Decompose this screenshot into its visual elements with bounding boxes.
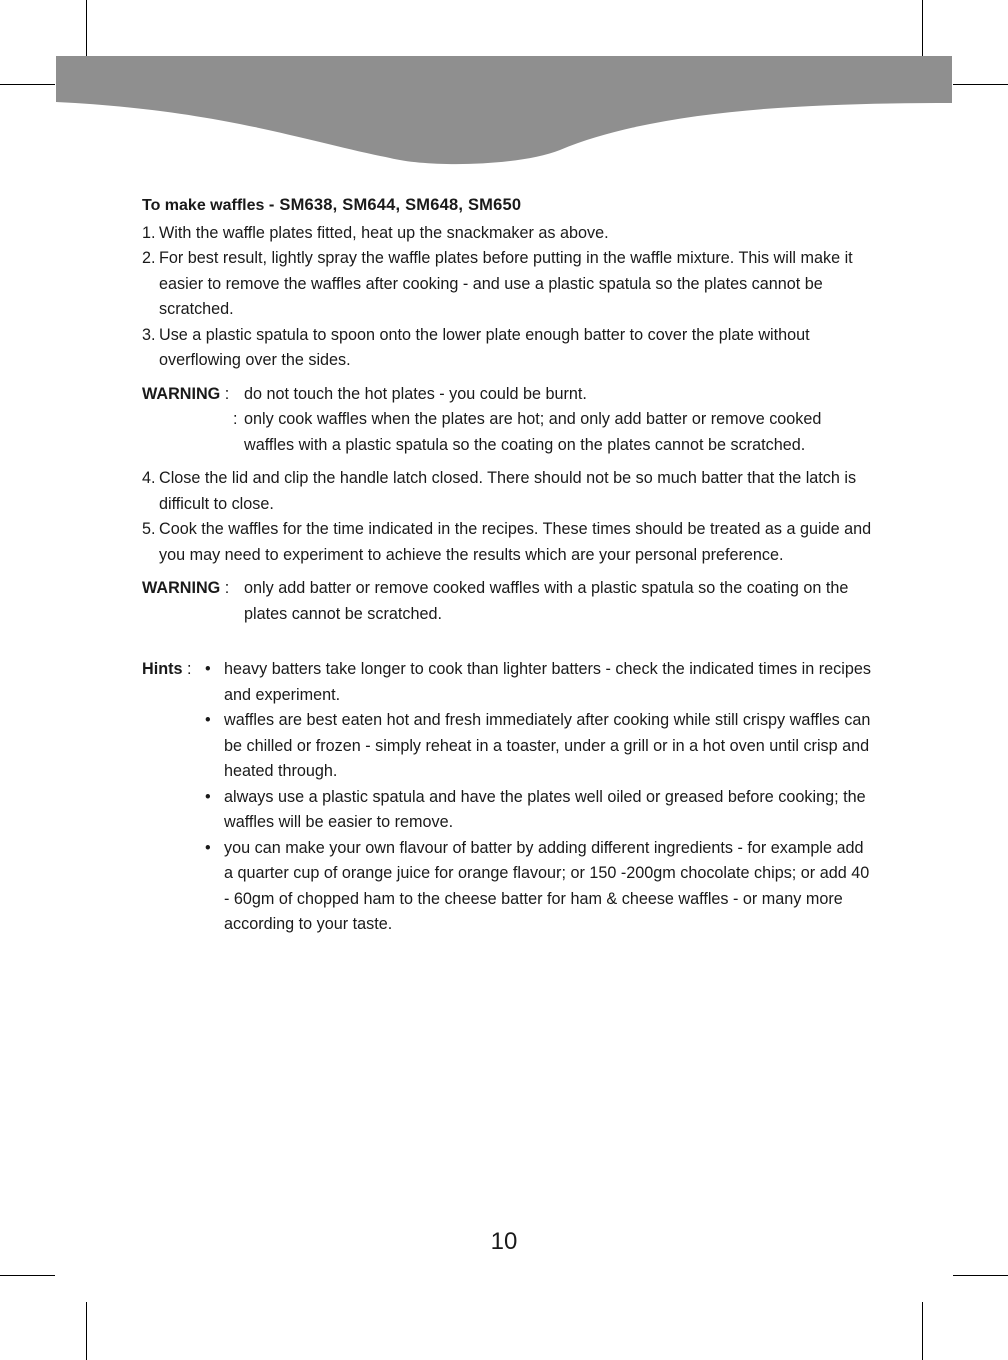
step-item bbox=[142, 466, 872, 517]
instructions bbox=[142, 193, 872, 938]
bullet: • bbox=[205, 787, 211, 806]
step-item bbox=[142, 323, 872, 374]
steps-list-a bbox=[142, 221, 872, 374]
warning-word: WARNING bbox=[142, 384, 221, 403]
hint-text: heavy batters take longer to cook than lighter batters - check the indicated times in recipes and experiment. bbox=[224, 660, 871, 704]
crop-mark bbox=[953, 1275, 1008, 1276]
hint-item bbox=[205, 708, 872, 785]
step-text: Use a plastic spatula to spoon onto the lower plate enough batter to cover the plate without overflowing over the sides. bbox=[159, 325, 810, 369]
crop-mark bbox=[922, 1302, 923, 1360]
step-item bbox=[142, 246, 872, 323]
header-band bbox=[0, 0, 1008, 180]
warning-lines bbox=[233, 382, 872, 459]
warning-block bbox=[142, 576, 872, 627]
warning-line: do not touch the hot plates - you could be burnt. bbox=[244, 384, 587, 403]
crop-mark bbox=[0, 1275, 55, 1276]
hints-colon: : bbox=[186, 660, 192, 678]
step-number: 3. bbox=[142, 325, 156, 344]
step-number: 4. bbox=[142, 469, 156, 487]
step-text: With the waffle plates fitted, heat up the snackmaker as above. bbox=[159, 223, 609, 242]
bullet: • bbox=[205, 711, 211, 729]
warning-word: WARNING bbox=[142, 579, 221, 597]
hints-word: Hints bbox=[142, 660, 183, 678]
warning-label bbox=[142, 382, 244, 459]
title-models: - SM638, SM644, SM648, SM650 bbox=[268, 196, 522, 214]
step-number: 5. bbox=[142, 520, 156, 538]
title-lead: To make waffles bbox=[142, 197, 265, 214]
hints-label bbox=[142, 657, 205, 938]
step-text: Close the lid and clip the handle latch closed. There should not be so much batter that the latch is difficult to close. bbox=[159, 469, 857, 513]
hint-item bbox=[205, 836, 872, 938]
hint-text: waffles are best eaten hot and fresh immediately after cooking while still crispy waffles can be chilled or frozen - simply reheat in a toaster, under a grill or in a hot oven until crisp and heated through. bbox=[224, 711, 871, 780]
hint-text: you can make your own flavour of batter by adding different ingredients - for example add a quarter cup of orange juice for orange flavour; or 150 -200gm chocolate chips; or add 40 - 60gm of chopped ham to the cheese batter for ham & cheese waffles - or many more according to your taste. bbox=[224, 838, 870, 933]
warning-colon: : bbox=[224, 384, 230, 403]
step-number: 1. bbox=[142, 223, 156, 242]
bullet: • bbox=[205, 660, 211, 678]
steps-list-b bbox=[142, 466, 872, 568]
step-text: Cook the waffles for the time indicated in the recipes. These times should be treated as a guide and you may need to experiment to achieve the results which are your personal preference. bbox=[159, 520, 872, 564]
section-title bbox=[142, 193, 872, 219]
crop-mark bbox=[86, 1302, 87, 1360]
hint-text: always use a plastic spatula and have the plates well oiled or greased before cooking; the waffles will be easier to remove. bbox=[224, 787, 866, 831]
hints-list bbox=[205, 657, 872, 938]
step-number: 2. bbox=[142, 249, 156, 267]
step-text: For best result, lightly spray the waffle plates before putting in the waffle mixture. This will make it easier to remove the waffles after cooking - and use a plastic spatula so the plates cannot be scratched. bbox=[159, 249, 853, 318]
page-number: 10 bbox=[490, 1228, 518, 1255]
bullet: • bbox=[205, 838, 211, 857]
hint-item bbox=[205, 657, 872, 708]
warning-label bbox=[142, 576, 244, 627]
hints-block bbox=[142, 657, 872, 938]
warning-text: only add batter or remove cooked waffles with a plastic spatula so the coating on the plates cannot be scratched. bbox=[244, 579, 849, 623]
warning-line-row: : only cook waffles when the plates are hot; and only add batter or remove cooked waffles with a plastic spatula so the coating on the plates cannot be scratched. bbox=[244, 407, 872, 458]
step-item bbox=[142, 221, 872, 247]
step-item bbox=[142, 517, 872, 568]
warning-block bbox=[142, 382, 872, 459]
hint-item bbox=[205, 785, 872, 836]
warning-colon: : bbox=[224, 579, 230, 597]
warning-line: only cook waffles when the plates are hot; and only add batter or remove cooked waffles with a plastic spatula so the coating on the plates cannot be scratched. bbox=[244, 410, 822, 454]
